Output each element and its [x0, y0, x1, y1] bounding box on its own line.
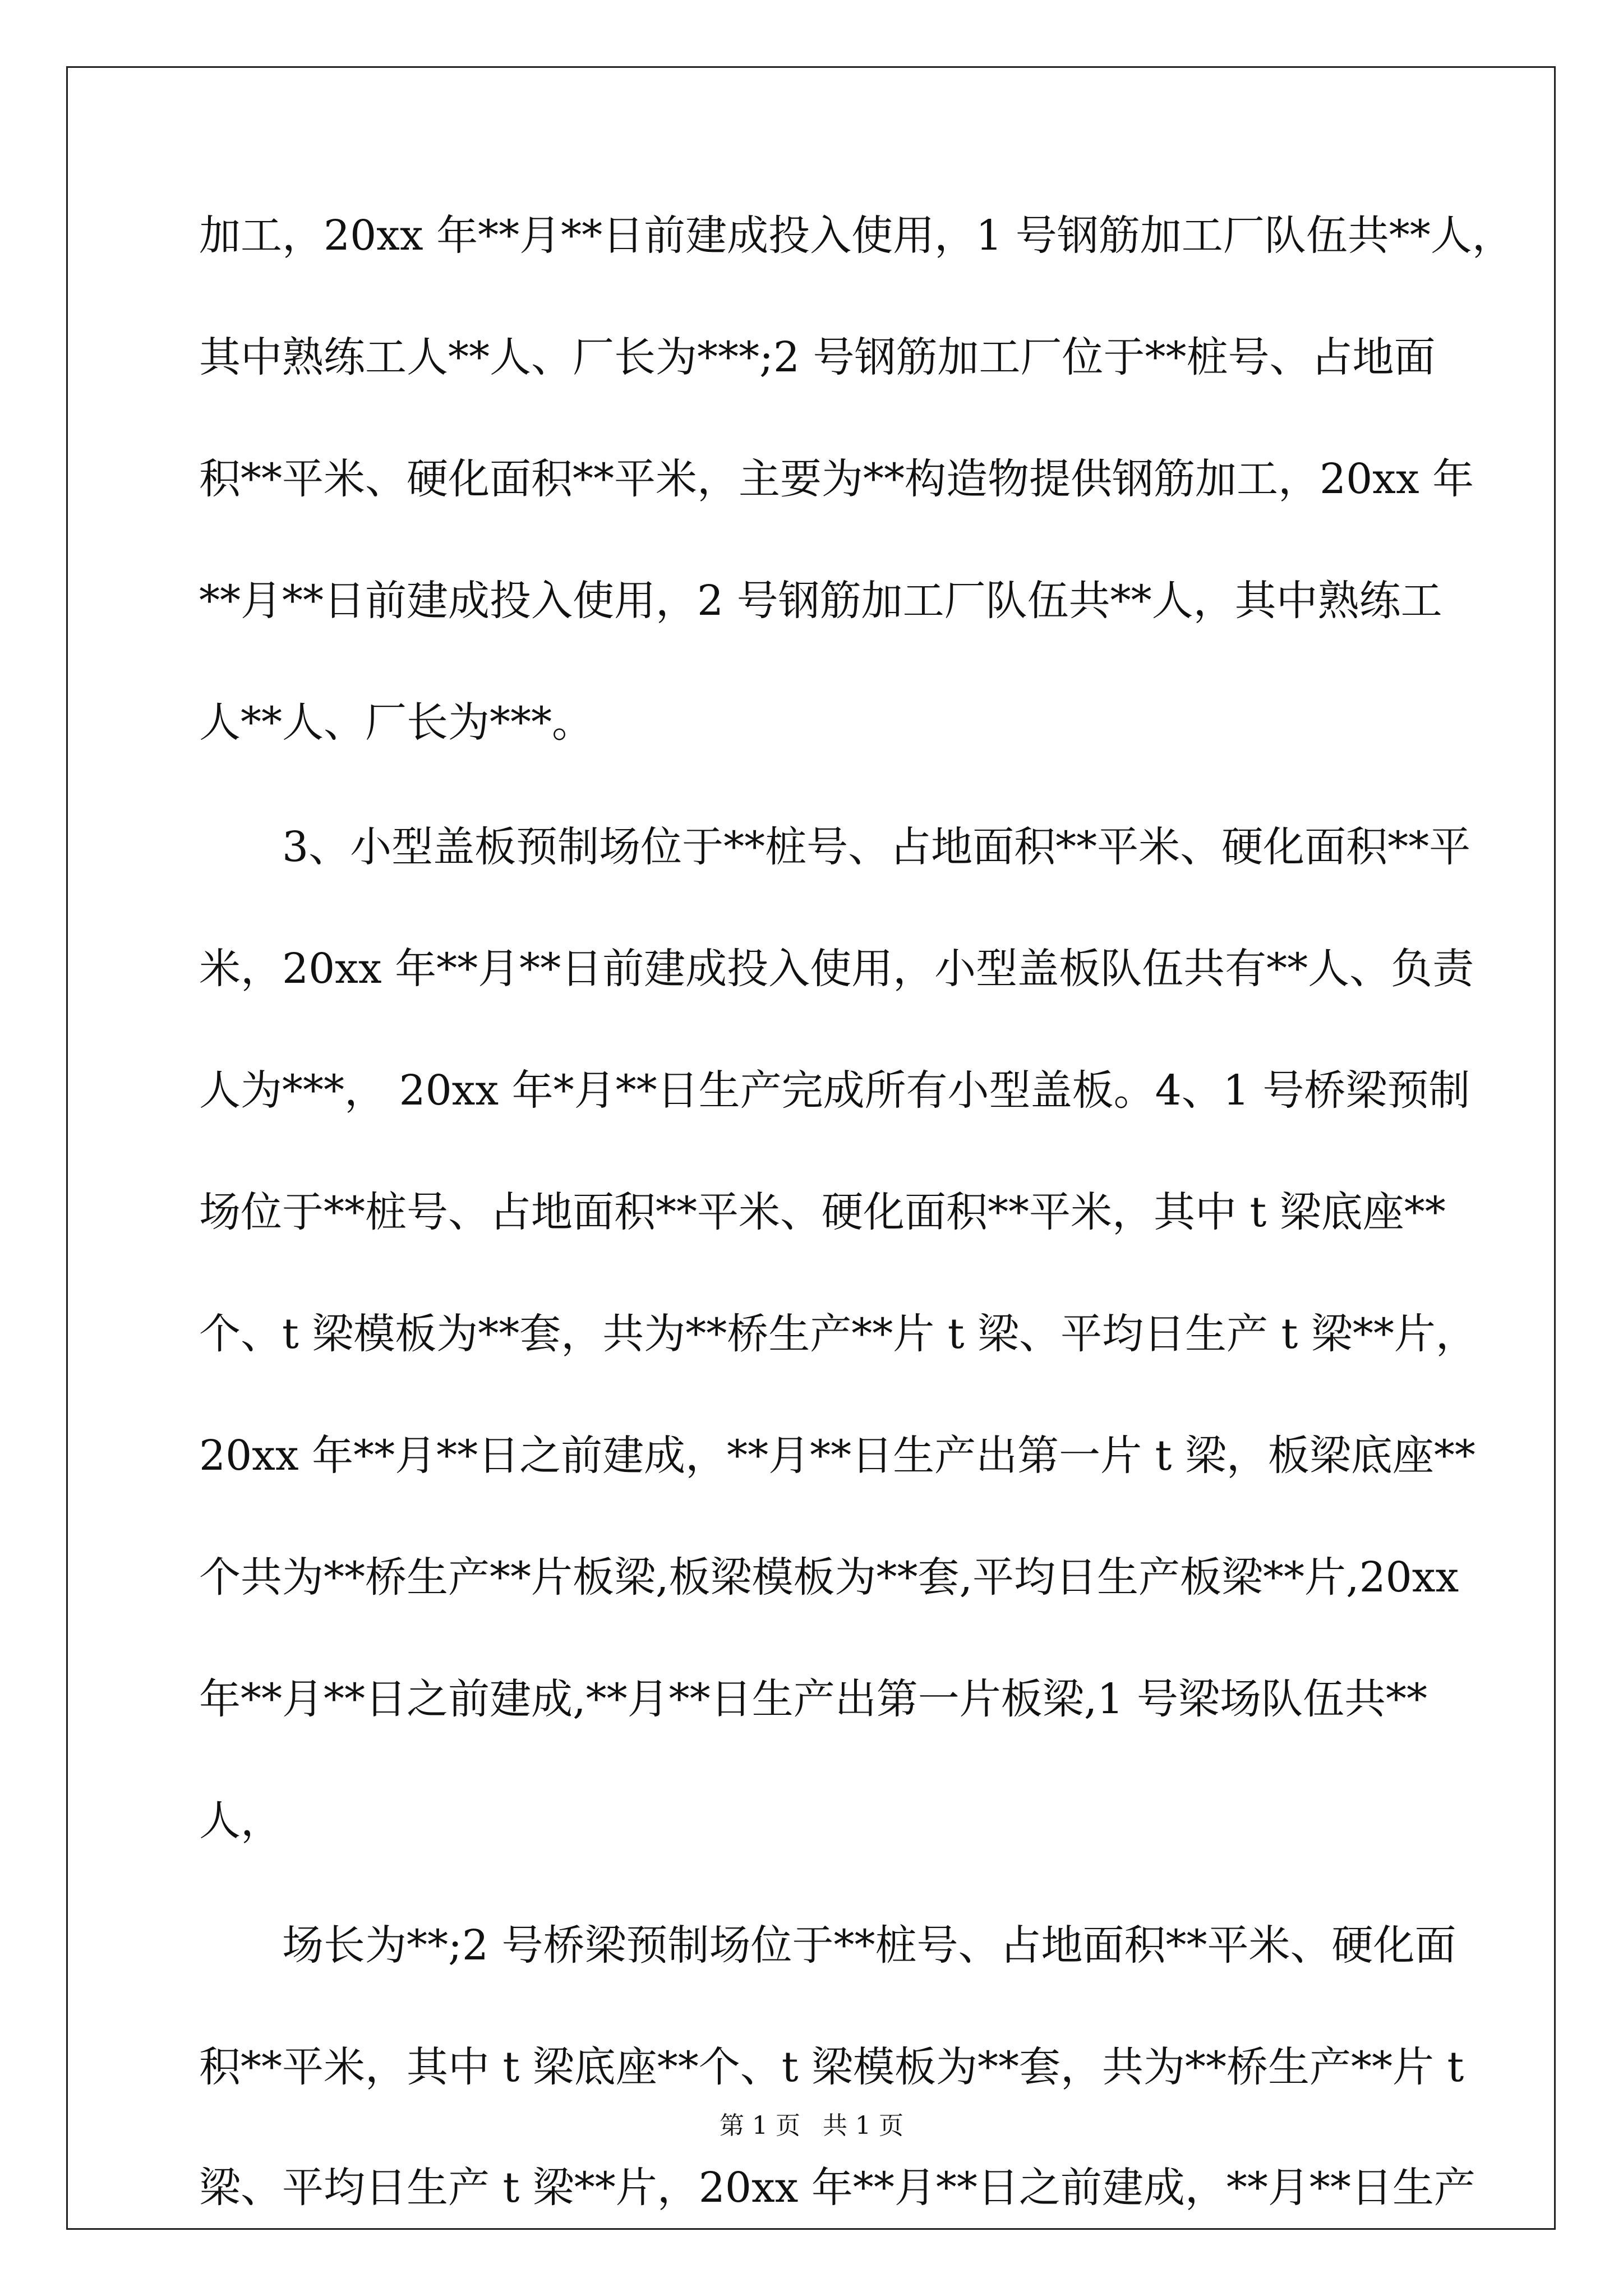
text-line: 3、小型盖板预制场位于**桩号、占地面积**平米、硬化面积**平 [282, 823, 1471, 871]
text-line: 人， [199, 1797, 282, 1845]
text-line: 场长为**;2 号桥梁预制场位于**桩号、占地面积**平米、硬化面 [282, 1921, 1456, 1970]
text-line: 个共为**桥生产**片板梁,板梁模板为**套,平均日生产板梁**片,20xx [199, 1553, 1459, 1602]
text-line: 积**平米，其中 t 梁底座**个、t 梁模板为**套，共为**桥生产**片 t [199, 2043, 1464, 2091]
text-line: 人**人、厂长为***。 [199, 698, 593, 747]
text-line: 积**平米、硬化面积**平米，主要为**构造物提供钢筋加工，20xx 年 [199, 455, 1474, 503]
text-line: 其中熟练工人**人、厂长为***;2 号钢筋加工厂位于**桩号、占地面 [199, 333, 1436, 381]
text-line: 人为***， 20xx 年*月**日生产完成所有小型盖板。4、1 号桥梁预制 [199, 1066, 1470, 1115]
page-number-total: 共 1 页 [823, 2111, 903, 2140]
page-number-current: 第 1 页 [720, 2111, 800, 2140]
text-line: 米，20xx 年**月**日前建成投入使用，小型盖板队伍共有**人、负责 [199, 945, 1474, 993]
text-line: **月**日前建成投入使用，2 号钢筋加工厂队伍共**人，其中熟练工 [199, 577, 1442, 625]
page-footer [0, 2109, 1623, 2143]
text-line: 场位于**桩号、占地面积**平米、硬化面积**平米，其中 t 梁底座** [199, 1188, 1446, 1236]
text-line: 梁、平均日生产 t 梁**片，20xx 年**月**日之前建成，**月**日生产 [199, 2164, 1476, 2212]
text-line: 个、t 梁模板为**套，共为**桥生产**片 t 梁、平均日生产 t 梁**片， [199, 1310, 1477, 1358]
text-line: 加工，20xx 年**月**日前建成投入使用，1 号钢筋加工厂队伍共**人， [199, 211, 1514, 260]
text-line: 20xx 年**月**日之前建成，**月**日生产出第一片 t 梁，板梁底座** [199, 1432, 1476, 1480]
text-line: 年**月**日之前建成,**月**日生产出第一片板梁,1 号梁场队伍共** [199, 1675, 1427, 1723]
